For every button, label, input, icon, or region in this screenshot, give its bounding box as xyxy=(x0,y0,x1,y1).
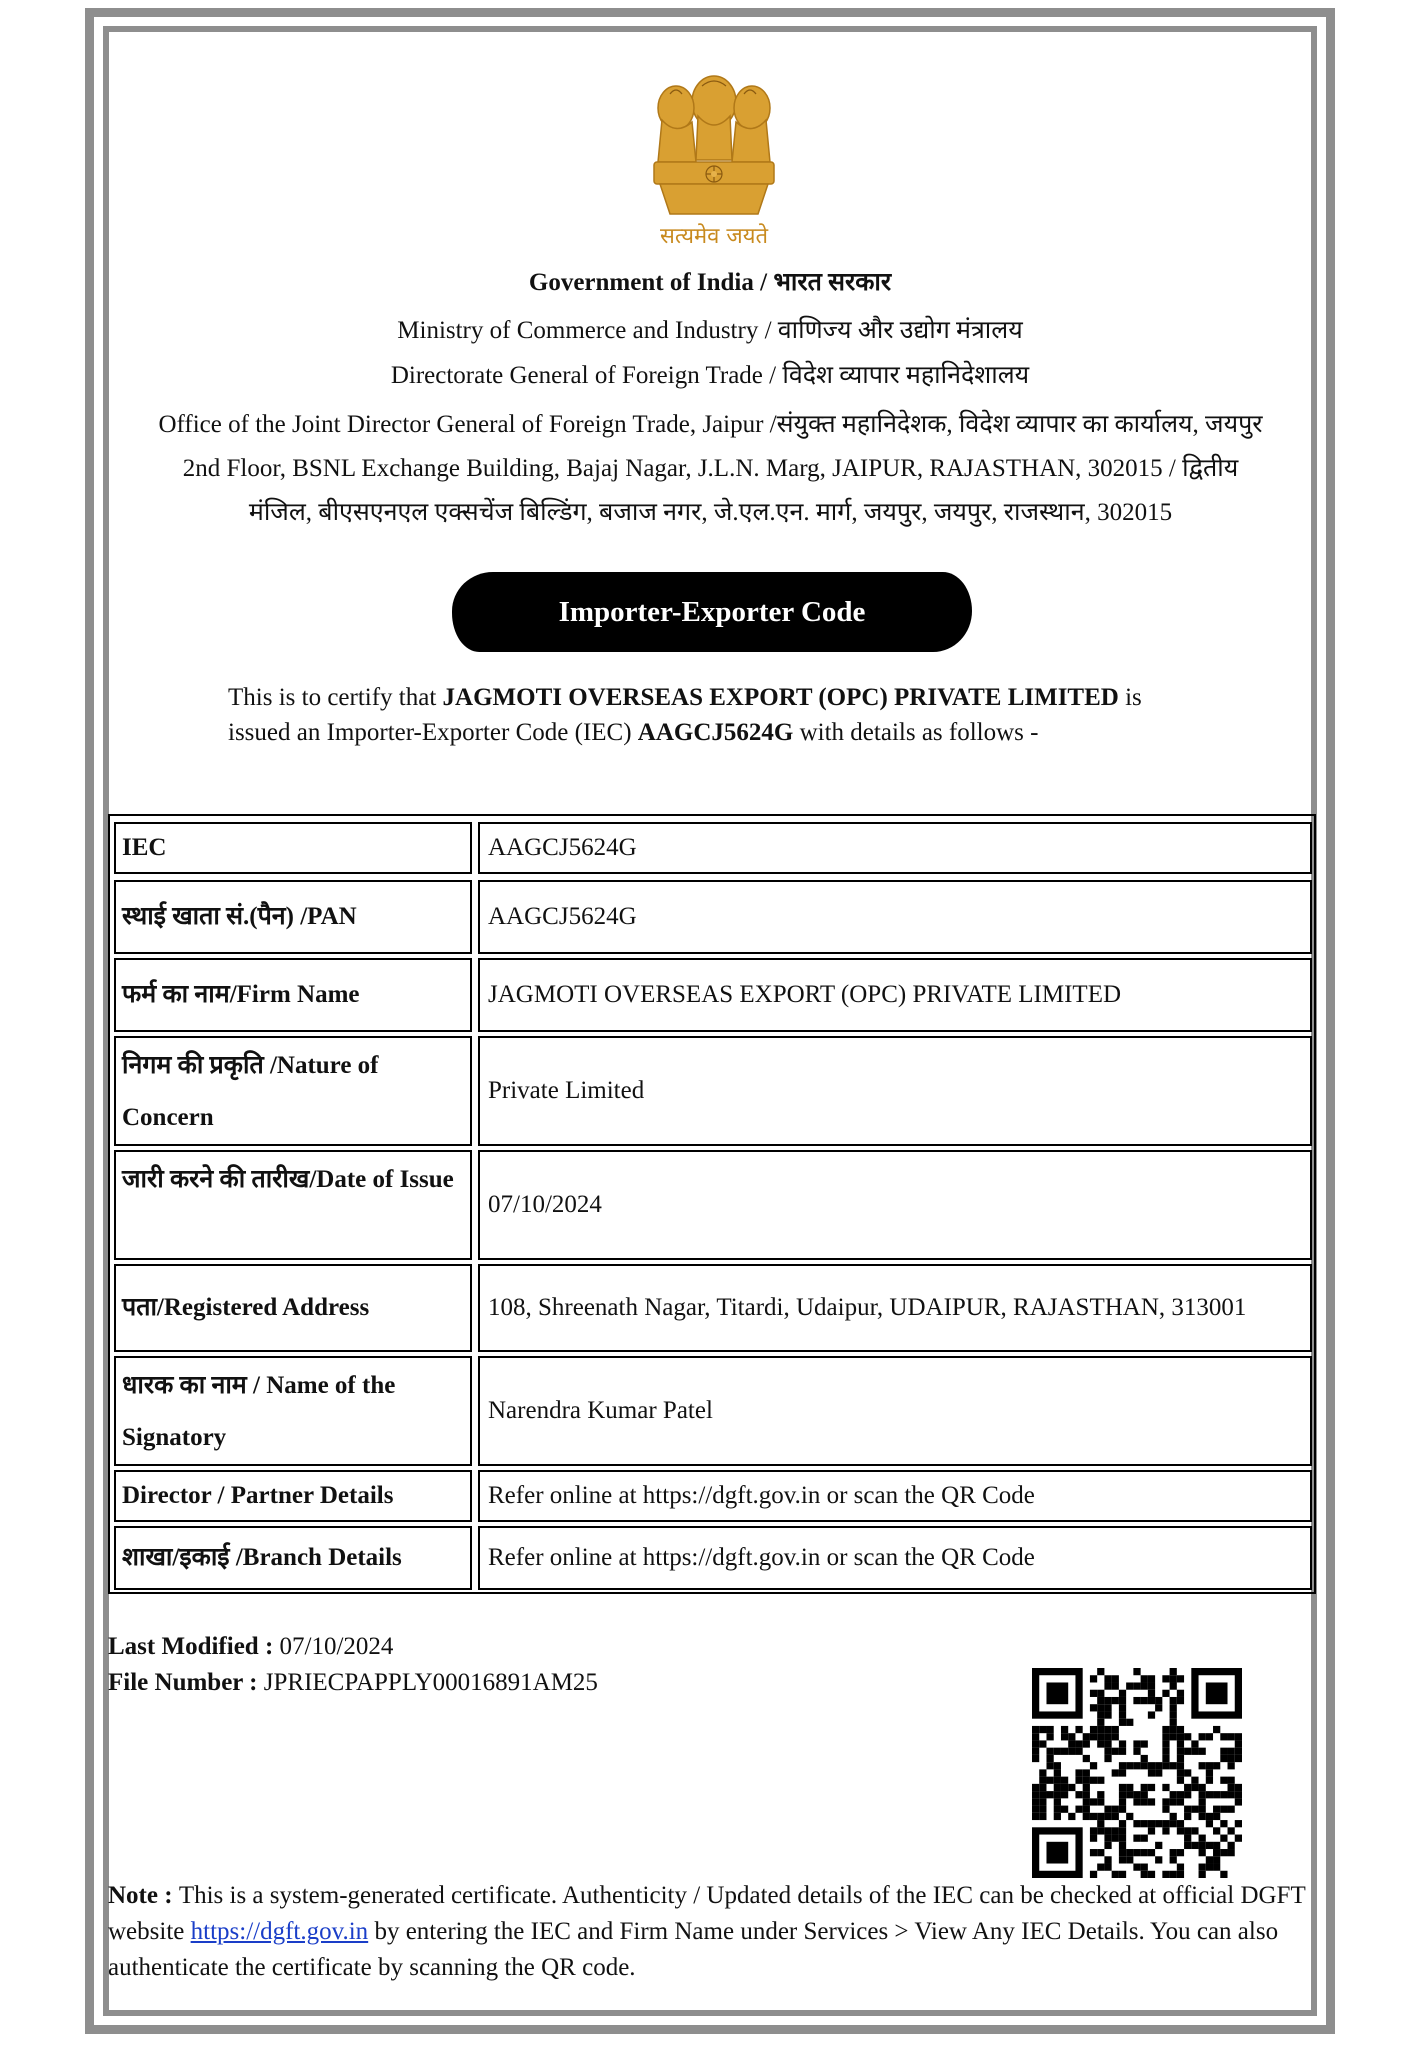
table-value: 108, Shreenath Nagar, Titardi, Udaipur, UDAIPUR, RAJASTHAN, 313001 xyxy=(478,1264,1312,1352)
table-label: Director / Partner Details xyxy=(114,1470,472,1522)
certify-paragraph xyxy=(228,680,1208,750)
certify-middle: is issued an Importer-Exporter Code (IEC) xyxy=(228,684,1142,746)
table-value: Private Limited xyxy=(478,1036,1312,1146)
qr-code-icon xyxy=(1032,1668,1242,1878)
table-label: पता/Registered Address xyxy=(114,1264,472,1352)
table-value: Refer online at https://dgft.gov.in or scan the QR Code xyxy=(478,1526,1312,1590)
table-value: 07/10/2024 xyxy=(478,1150,1312,1260)
ministry-line: Ministry of Commerce and Industry / वाणिज्य और उद्योग मंत्रालय xyxy=(397,317,1023,344)
certify-iec: AAGCJ5624G xyxy=(637,719,794,746)
motto: सत्यमेव जयते xyxy=(659,224,769,249)
last-modified-label: Last Modified : xyxy=(108,1633,280,1660)
address-line-1: 2nd Floor, BSNL Exchange Building, Bajaj Nagar, J.L.N. Marg, JAIPUR, RAJASTHAN, 302015 / द्वितीय xyxy=(182,455,1239,482)
table-label: धारक का नाम / Name of the Signatory xyxy=(114,1356,472,1466)
last-modified-value: 07/10/2024 xyxy=(279,1633,394,1660)
table-label: निगम की प्रकृति /Nature of Concern xyxy=(114,1036,472,1146)
directorate-line: Directorate General of Foreign Trade / विदेश व्यापार महानिदेशालय xyxy=(390,362,1030,389)
table-label: जारी करने की तारीख/Date of Issue xyxy=(114,1150,472,1260)
table-value: AAGCJ5624G xyxy=(478,880,1312,954)
table-value: Refer online at https://dgft.gov.in or scan the QR Code xyxy=(478,1470,1312,1522)
note-text-2: by entering the IEC and Firm Name under Services > View Any IEC Details. You can also authenticate the certificate by scanning the QR code. xyxy=(108,1918,1279,1981)
certify-prefix: This is to certify that xyxy=(228,684,443,711)
details-table xyxy=(108,814,1316,1594)
dgft-link[interactable]: https://dgft.gov.in xyxy=(190,1918,369,1945)
note-label: Note : xyxy=(108,1882,179,1909)
address-line-2: मंजिल, बीएसएनएल एक्सचेंज बिल्डिंग, बजाज नगर, जे.एल.एन. मार्ग, जयपुर, जयपुर, राजस्थान, 302015 xyxy=(248,499,1173,526)
note-paragraph xyxy=(108,1878,1308,1986)
certify-suffix: with details as follows - xyxy=(793,719,1039,746)
note-text-1: This is a system-generated certificate. Authenticity / Updated details of the IEC can be checked at official DGFT website xyxy=(108,1882,1306,1945)
file-number-label: File Number : xyxy=(108,1669,264,1696)
file-number xyxy=(108,1666,598,1700)
government-line: Government of India / भारत सरकार xyxy=(528,269,892,296)
certify-firm: JAGMOTI OVERSEAS EXPORT (OPC) PRIVATE LIMITED xyxy=(442,684,1119,711)
last-modified xyxy=(108,1630,393,1664)
table-label: शाखा/इकाई /Branch Details xyxy=(114,1526,472,1590)
table-value: AAGCJ5624G xyxy=(478,822,1312,874)
table-label: स्थाई खाता सं.(पैन) /PAN xyxy=(114,880,472,954)
certificate-title: Importer-Exporter Code xyxy=(452,572,972,652)
table-label: फर्म का नाम/Firm Name xyxy=(114,958,472,1032)
table-value: JAGMOTI OVERSEAS EXPORT (OPC) PRIVATE LIMITED xyxy=(478,958,1312,1032)
table-value: Narendra Kumar Patel xyxy=(478,1356,1312,1466)
file-number-value: JPRIECPAPPLY00016891AM25 xyxy=(263,1669,598,1696)
table-label: IEC xyxy=(114,822,472,874)
office-address xyxy=(118,403,1303,535)
office-line: Office of the Joint Director General of Foreign Trade, Jaipur /संयुक्त महानिदेशक, विदेश व्यापार का कार्यालय, जयपुर xyxy=(158,411,1263,438)
